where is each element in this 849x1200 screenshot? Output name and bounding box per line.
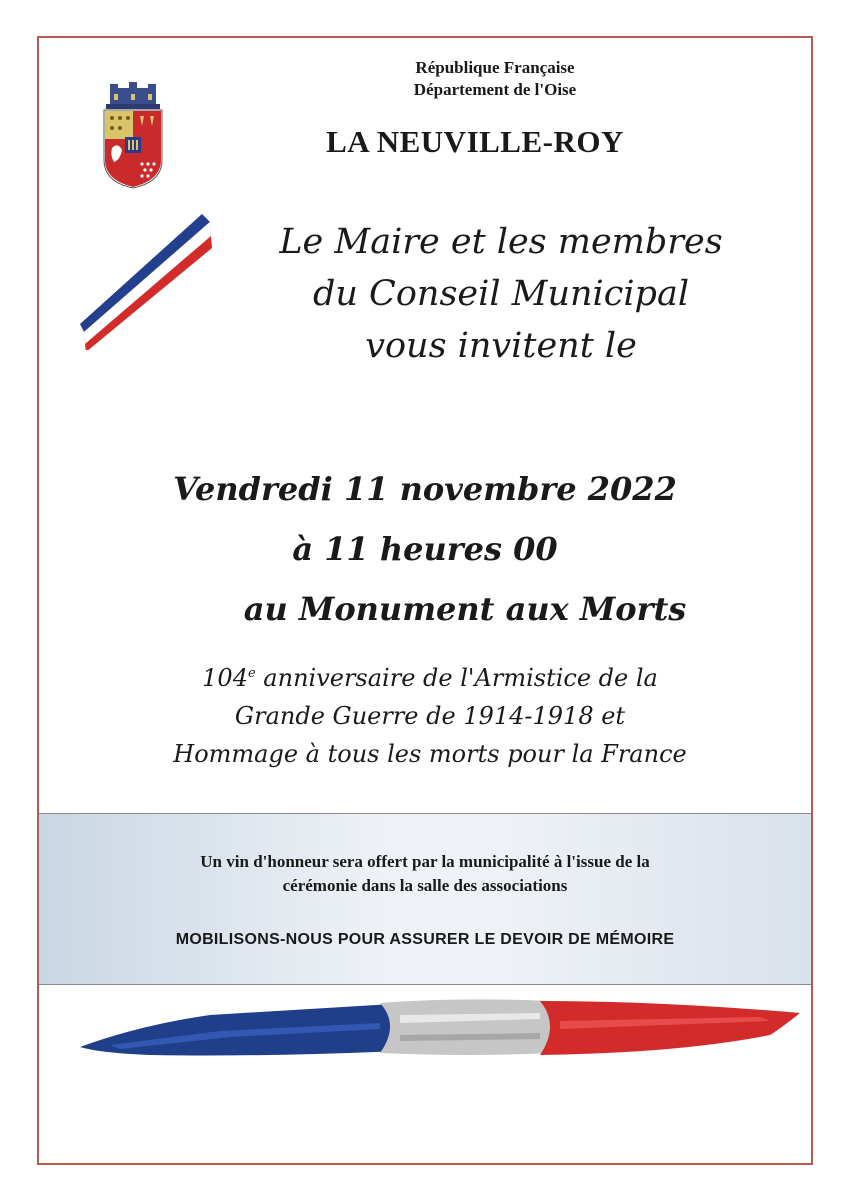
tricolor-brushstroke-icon [80,995,800,1065]
invitation-line-1: Le Maire et les membres [279,222,723,262]
reception-line-1: Un vin d'honneur sera offert par la municipalité à l'issue de la [200,852,650,871]
anniversary-line-1 [80,664,780,692]
anniversary-number: 104 [202,664,248,692]
town-title: LA NEUVILLE-ROY [326,124,624,159]
event-date: Vendredi 11 novembre 2022 [173,470,677,508]
motto: MOBILISONS-NOUS POUR ASSURER LE DEVOIR DE MÉMOIRE [175,931,675,948]
reception-panel [39,813,811,985]
tricolor-ribbon-icon [76,210,216,350]
invitation-line-2: du Conseil Municipal [312,274,690,314]
coat-of-arms-icon [100,82,166,190]
republic-label: République Française [415,58,575,77]
anniversary-line-2: Grande Guerre de 1914-1918 et [234,702,626,730]
event-place: au Monument aux Morts [243,590,687,628]
anniversary-line-3: Hommage à tous les morts pour la France [173,740,687,768]
reception-line-2: cérémonie dans la salle des associations [282,876,568,895]
anniversary-line-1-text: anniversaire de l'Armistice de la [255,664,658,692]
invitation-line-3: vous invitent le [365,326,637,366]
event-time: à 11 heures 00 [292,530,558,568]
department-label: Département de l'Oise [413,80,577,99]
anniversary-ordinal: e [247,666,256,681]
